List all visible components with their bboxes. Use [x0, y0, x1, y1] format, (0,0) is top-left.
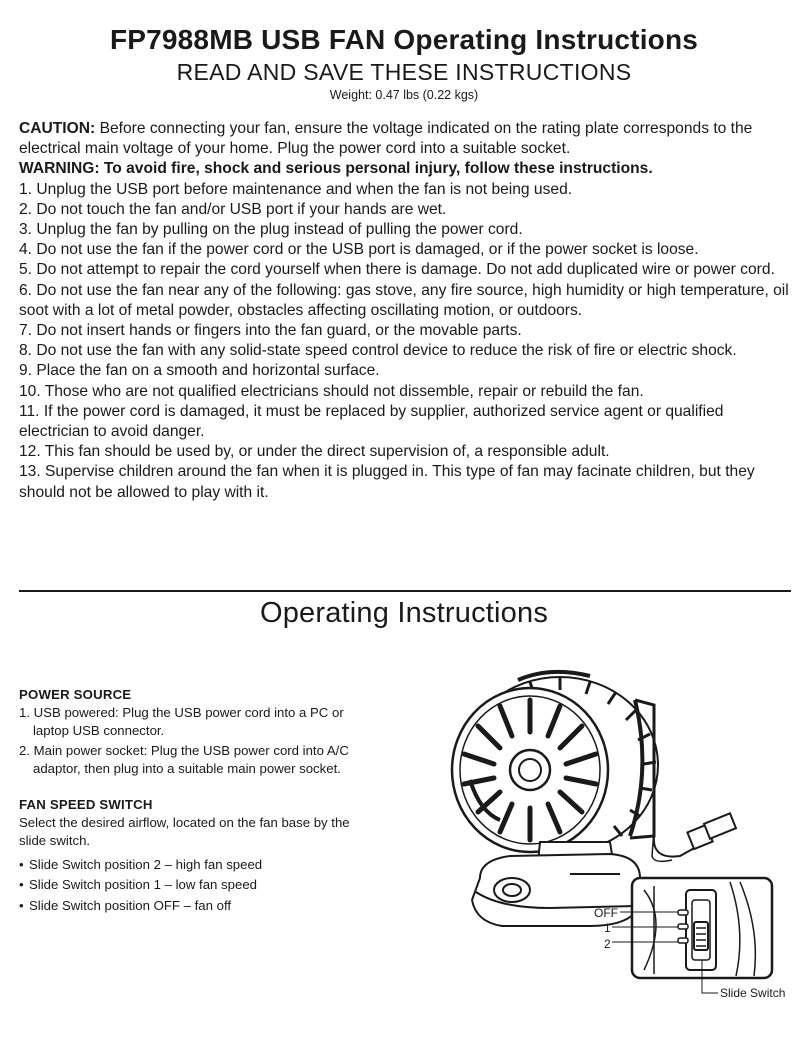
switch-label-2: 2	[604, 937, 611, 951]
fan-illustration	[440, 660, 800, 1020]
power-source-item-1: 1. USB powered: Plug the USB power cord into a PC or laptop USB connector.	[19, 705, 344, 738]
fan-speed-intro: Select the desired airflow, located on the fan base by the slide switch.	[19, 815, 350, 848]
safety-item-7: 7. Do not insert hands or fingers into the fan guard, or the movable parts.	[19, 322, 522, 340]
fan-speed-heading: FAN SPEED SWITCH	[19, 797, 153, 812]
document-title: FP7988MB USB FAN Operating Instructions	[109, 24, 699, 55]
slide-switch-caption: Slide Switch	[720, 986, 786, 1000]
fan-speed-list	[19, 856, 379, 915]
switch-label-1: 1	[604, 921, 611, 935]
usb-cable-icon	[652, 813, 736, 861]
safety-item-11: 11. If the power cord is damaged, it must be replaced by supplier, authorized service agent or qualified electrician to avoid danger.	[19, 402, 724, 441]
operating-instructions-title: Operating Instructions	[259, 597, 549, 629]
safety-item-10: 10. Those who are not qualified electricians should not dissemble, repair or rebuild the fan.	[19, 382, 644, 400]
document-subtitle: READ AND SAVE THESE INSTRUCTIONS	[176, 59, 632, 85]
bullet-icon: •	[19, 857, 24, 872]
safety-item-3: 3. Unplug the fan by pulling on the plug instead of pulling the power cord.	[19, 221, 523, 239]
fan-hub-icon	[510, 750, 550, 790]
operating-instructions-body	[19, 686, 379, 917]
warning-heading: WARNING: To avoid fire, shock and serious personal injury, follow these instructions.	[19, 160, 653, 178]
safety-item-9: 9. Place the fan on a smooth and horizontal surface.	[19, 362, 380, 380]
safety-item-13: 13. Supervise children around the fan when it is plugged in. This type of fan may facinate children, but they should not be allowed to play with it.	[19, 463, 755, 501]
power-source-item-2: 2. Main power socket: Plug the USB power cord into A/C adaptor, then plug into a suitable main power socket.	[19, 743, 349, 776]
switch-label-off: OFF	[594, 906, 618, 920]
caution-paragraph	[19, 119, 795, 159]
fan-speed-item-off: • Slide Switch position OFF – fan off	[19, 897, 232, 913]
bullet-icon: •	[19, 897, 24, 913]
fan-speed-item-high: • Slide Switch position 2 – high fan speed	[19, 857, 263, 872]
product-weight: Weight: 0.47 lbs (0.22 kgs)	[329, 88, 479, 102]
power-source-heading: POWER SOURCE	[19, 687, 132, 702]
safety-item-12: 12. This fan should be used by, or under the direct supervision of, a responsible adult.	[19, 443, 610, 461]
safety-instructions	[19, 119, 795, 503]
safety-item-2: 2. Do not touch the fan and/or USB port if your hands are wet.	[19, 200, 447, 218]
bullet-icon: •	[19, 877, 24, 893]
safety-item-6: 6. Do not use the fan near any of the following: gas stove, any fire source, high humidity or high temperature, oil soot with a lot of metal powder, obstacles affecting oscillating motion, or outdoors.	[19, 281, 789, 319]
safety-item-5: 5. Do not attempt to repair the cord yourself when there is damage. Do not add duplicated wire or power cord.	[19, 261, 775, 279]
safety-item-4: 4. Do not use the fan if the power cord or the USB port is damaged, or if the power socket is loose.	[19, 241, 699, 259]
section-divider	[19, 590, 791, 592]
caution-label: CAUTION:	[19, 120, 96, 137]
safety-item-8: 8. Do not use the fan with any solid-state speed control device to reduce the risk of fire or electric shock.	[19, 342, 737, 360]
safety-item-1: 1. Unplug the USB port before maintenance and when the fan is not being used.	[19, 180, 573, 198]
fan-speed-item-low: • Slide Switch position 1 – low fan speed	[19, 877, 257, 893]
caution-text: Before connecting your fan, ensure the voltage indicated on the rating plate corresponds to the electrical main voltage of your home. Plug the power cord into a suitable socket.	[19, 120, 753, 158]
power-source-list	[19, 704, 379, 778]
usb-fan-drawing	[440, 660, 800, 1020]
fan-head	[452, 672, 658, 853]
